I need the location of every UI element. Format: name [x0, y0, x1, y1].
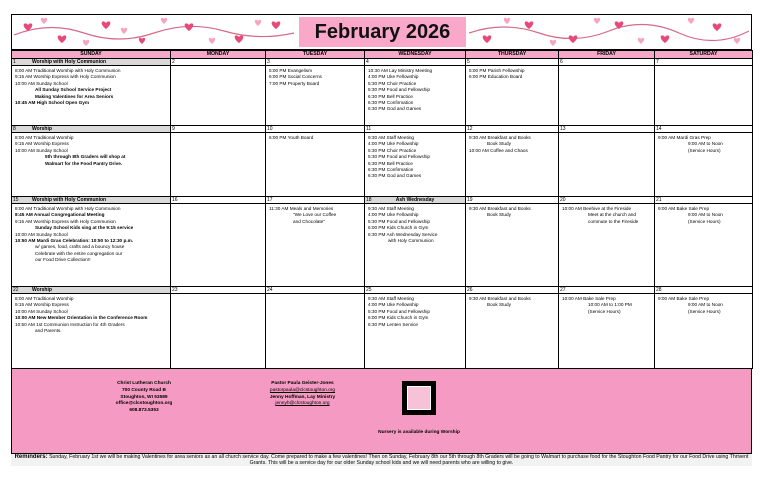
event-line: 4:00 PM Uke Fellowship [368, 302, 419, 308]
date-number: 16 [172, 197, 178, 203]
event-line: 6:00 PM Social Concerns [269, 74, 322, 80]
event-line: 6:00 PM Kids Church in Gym [368, 225, 429, 231]
day-cell[interactable] [171, 133, 266, 197]
day-cell[interactable] [266, 133, 365, 197]
date-number-cell [266, 126, 365, 133]
date-number-cell [365, 197, 466, 204]
date-number: 24 [267, 287, 273, 293]
hearts-decoration-icon [14, 15, 294, 49]
nursery-logo-inner [407, 386, 431, 410]
date-number-cell [466, 287, 559, 294]
date-number-cell [466, 59, 559, 66]
day-cell[interactable] [655, 294, 753, 369]
day-cell[interactable] [559, 133, 655, 197]
day-cell[interactable] [466, 204, 559, 287]
events-row [12, 133, 753, 197]
day-header: THURSDAY [466, 51, 559, 59]
lay-minister-email-link[interactable]: jennyh@clcstoughton.org [275, 401, 330, 407]
date-number: 28 [656, 287, 662, 293]
date-number-cell [365, 126, 466, 133]
date-number-cell [12, 197, 171, 204]
worship-banner: Worship [32, 287, 52, 293]
event-line: 6:00 PM Youth Board [269, 135, 314, 140]
date-number-cell [559, 126, 655, 133]
event-line: 10:00 AM Bake Sale Prep [562, 296, 616, 301]
events-row [12, 204, 753, 287]
day-header: TUESDAY [266, 51, 365, 59]
day-cell[interactable] [171, 204, 266, 287]
event-line: 10:00 AM New Member Orientation in the Conference Room [15, 315, 148, 321]
event-line: 5:30 PM Food and Fellowship [368, 87, 431, 93]
event-line: 10:50 AM 1st Communion Instruction for 4th Graders [15, 321, 125, 327]
date-number-cell [12, 287, 171, 294]
event-line: 6:00 PM Kids Church in Gym [368, 315, 429, 321]
event-line: (Service Hours) [688, 147, 721, 153]
event-line: 5:30 PM Food and Fellowship [368, 308, 431, 314]
date-number: 20 [560, 197, 566, 203]
event-line: 4:00 PM Uke Fellowship [368, 212, 419, 218]
day-cell[interactable] [559, 294, 655, 369]
day-cell[interactable] [365, 133, 466, 197]
event-line: Book Study [487, 302, 511, 308]
lay-minister-name: Jenny Hoffman, Lay Ministry [269, 394, 336, 400]
event-line: (Service Hours) [588, 308, 621, 314]
date-number-cell [171, 197, 266, 204]
reminders-label: Reminders: [14, 454, 48, 460]
church-phone: 608.873.5353 [129, 408, 159, 414]
event-line: 10:00 AM Sunday School [15, 147, 68, 153]
staff-info [230, 381, 375, 408]
event-line: 9:30 AM Breakfast and Books [469, 135, 531, 140]
day-header: WEDNESDAY [365, 51, 466, 59]
day-cell[interactable] [655, 204, 753, 287]
footer-contact [11, 368, 752, 454]
date-number: 25 [366, 287, 372, 293]
event-line: 9:30 AM Breakfast and Books [469, 206, 531, 211]
event-line: 6:30 PM Bell Practice [368, 93, 413, 99]
date-number-cell [655, 59, 753, 66]
event-line: Book Study [487, 141, 511, 147]
date-number-cell [266, 287, 365, 294]
event-line: 10:50 AM Mardi Gras Celebration: 10:50 to 12:30 p.m. [15, 238, 134, 244]
event-line: w/ games, food, crafts and a bouncy house [35, 244, 125, 250]
event-line: 9:30 AM Staff Meeting [368, 206, 415, 211]
date-number-row [12, 197, 753, 204]
date-number-cell [171, 59, 266, 66]
day-cell[interactable] [266, 294, 365, 369]
day-header: SATURDAY [655, 51, 753, 59]
date-number-cell [12, 59, 171, 66]
events-row [12, 294, 753, 369]
event-line: 9:00 AM to Noon [688, 302, 723, 308]
date-number-cell [655, 126, 753, 133]
date-number: 26 [467, 287, 473, 293]
event-line: Celebrate with the entire congregation our [35, 250, 123, 256]
worship-banner: Worship [32, 126, 52, 132]
date-number: 2 [172, 59, 175, 65]
date-number: 17 [267, 197, 273, 203]
date-number-cell [655, 287, 753, 294]
date-number: 21 [656, 197, 662, 203]
day-cell[interactable] [365, 66, 466, 126]
event-line: Book Study [487, 212, 511, 218]
pastor-name: Pastor Paula Geister-Jones [271, 381, 334, 386]
date-number: 19 [467, 197, 473, 203]
date-number: 5 [467, 59, 470, 65]
day-cell[interactable] [171, 66, 266, 126]
church-email[interactable]: office@clcstoughton.org [115, 401, 173, 407]
event-line: Walmart for the Food Pantry Drive. [45, 160, 123, 166]
event-line: 11:30 AM Meals and Memories [269, 206, 334, 211]
day-cell[interactable] [559, 204, 655, 287]
event-line: 5:00 PM Evangelism [269, 68, 312, 73]
day-cell[interactable] [466, 66, 559, 126]
event-line: with Holy Communion [388, 238, 434, 244]
event-line: our Food Drive Collection!! [35, 257, 91, 263]
church-address-line2: Stoughton, WI 53589 [120, 394, 168, 400]
event-line: 6:30 PM Ash Wednesday Service [368, 231, 438, 237]
day-header-row [12, 51, 753, 59]
event-line: Meet at the church and [588, 212, 636, 218]
church-info [74, 381, 214, 415]
calendar-header [11, 14, 752, 50]
event-line: and Chocolate" [293, 218, 325, 224]
day-cell[interactable] [266, 204, 365, 287]
event-line: 9:15 AM Worship Express with Holy Communion [15, 218, 116, 224]
event-line: 10:00 AM Sunday School [15, 308, 68, 314]
date-number: 22 [13, 287, 19, 293]
day-cell[interactable] [12, 66, 171, 126]
date-number: 9 [172, 126, 175, 132]
day-header: MONDAY [171, 51, 266, 59]
day-cell[interactable] [365, 294, 466, 369]
date-number: 7 [656, 59, 659, 65]
day-cell[interactable] [171, 294, 266, 369]
event-line: 10:00 AM to 1:00 PM [588, 302, 632, 308]
church-name: Christ Lutheran Church [117, 381, 171, 386]
event-line: 8:00 AM Traditional Worship with Holy Communion [15, 68, 121, 73]
date-number-cell [655, 197, 753, 204]
event-line: 9:30 AM Staff Meeting [368, 135, 415, 140]
day-cell[interactable] [466, 294, 559, 369]
event-line: 10:00 AM Sunday School [15, 80, 68, 86]
event-line: 5:30 PM Choir Practice [368, 147, 417, 153]
event-line: 9:00 AM Bake Sale Prep [658, 296, 710, 301]
event-line: 10:30 AM Lay Ministry Meeting [368, 68, 433, 73]
event-line: 6:30 PM God and Games [368, 106, 422, 112]
nursery-note: Nursery is available during Worship [378, 430, 460, 435]
event-line: commute to the Fireside [588, 218, 639, 224]
nursery-logo-icon [402, 381, 436, 415]
date-number: 6 [560, 59, 563, 65]
event-line: 9:00 AM to Noon [688, 212, 723, 218]
event-line: 9:00 AM Bake Sale Prep [658, 206, 710, 211]
event-line: 9:15 AM Worship Express [15, 302, 69, 308]
date-number: 1 [13, 59, 16, 65]
date-number: 14 [656, 126, 662, 132]
event-line: 9:15 AM Worship Express [15, 141, 69, 147]
event-line: (Service Hours) [688, 218, 721, 224]
event-line: 6:30 PM Confirmation [368, 100, 414, 106]
date-number-row [12, 287, 753, 294]
day-cell[interactable] [559, 66, 655, 126]
calendar-page [11, 14, 752, 466]
event-line: 9:30 AM Staff Meeting [368, 296, 415, 301]
date-number-cell [466, 197, 559, 204]
date-number: 12 [467, 126, 473, 132]
event-line: and Parents. [35, 328, 62, 334]
events-row [12, 66, 753, 126]
event-line: 6:30 PM Bell Practice [368, 160, 413, 166]
date-number-cell [559, 197, 655, 204]
day-cell[interactable] [12, 204, 171, 287]
date-number: 23 [172, 287, 178, 293]
event-line: 9:15 AM Worship Express with Holy Communion [15, 74, 116, 80]
day-cell[interactable] [266, 66, 365, 126]
event-line: 5th through 8th Graders will shop at [45, 154, 126, 160]
event-line: (Service Hours) [688, 308, 721, 314]
event-line: 8:00 AM Traditional Worship [15, 296, 74, 301]
date-number-cell [365, 287, 466, 294]
event-line: 9:00 AM Mardi Gras Prep [658, 135, 711, 140]
event-line: 8:00 AM Traditional Worship [15, 135, 74, 140]
date-number-cell [466, 126, 559, 133]
date-number: 13 [560, 126, 566, 132]
event-line: 6:30 PM Confirmation [368, 167, 414, 173]
event-line: 8:00 AM Traditional Worship with Holy Communion [15, 206, 121, 211]
day-cell[interactable] [655, 133, 753, 197]
hearts-decoration-icon [469, 15, 749, 49]
event-line: 6:30 PM Lenten Service [368, 321, 419, 327]
event-line: 5:30 PM Food and Fellowship [368, 218, 431, 224]
event-line: 9:00 AM to Noon [688, 141, 723, 147]
date-number-cell [12, 126, 171, 133]
pastor-email-link[interactable]: pastorpaula@clcstoughton.org [269, 387, 336, 393]
title-box [299, 17, 466, 47]
day-header: SUNDAY [12, 51, 171, 59]
calendar-grid [11, 50, 753, 369]
day-cell[interactable] [12, 133, 171, 197]
date-number-cell [559, 287, 655, 294]
date-number: 27 [560, 287, 566, 293]
date-number-cell [171, 287, 266, 294]
day-cell[interactable] [12, 294, 171, 369]
date-number: 8 [13, 126, 16, 132]
date-number: 18 [366, 197, 372, 203]
page-title: February 2026 [314, 21, 451, 43]
reminders-bar [11, 454, 752, 466]
event-line: 10:45 AM High School Open Gym [15, 100, 90, 106]
day-cell[interactable] [365, 204, 466, 287]
event-line: 10:00 AM Coffee and Chaos [469, 147, 528, 153]
date-number: 10 [267, 126, 273, 132]
event-line: 4:00 PM Uke Fellowship [368, 141, 419, 147]
event-line: "We Love our Coffee [293, 212, 337, 218]
date-number: 15 [13, 197, 19, 203]
event-line: 5:00 PM Parish Fellowship [469, 68, 525, 73]
event-line: 8:45 AM Annual Congregational Meeting [15, 212, 105, 218]
date-number-row [12, 59, 753, 66]
event-line: 5:30 PM Food and Fellowship [368, 154, 431, 160]
date-number: 4 [366, 59, 369, 65]
date-number-cell [266, 197, 365, 204]
date-number-row [12, 126, 753, 133]
event-line: 10:00 AM Beehive at the Fireside [562, 206, 632, 211]
event-line: Making Valentines for Area Seniors [35, 93, 114, 99]
event-line: 7:00 PM Property Board [269, 80, 320, 86]
event-line: Sunday School Kids sing at the 9:15 service [35, 225, 134, 231]
reminders-text: Sunday, February 1st we will be making Valentines for area seniors as an all church service day. Come prepared to make a few valentines! Then on Sunday, February 8th our 5th through 8th Graders will be going to Walmart to purchase food for the Stoughton Food Pantry for our Food Drive using Thrivent Grants. This will be a service day for our older Sunday school kids and we will need parents who are willing to give. [49, 454, 749, 466]
event-line: 6:00 PM Education Board [469, 74, 523, 80]
date-number-cell [365, 59, 466, 66]
worship-banner: Worship with Holy Communion [32, 59, 107, 65]
worship-banner: Worship with Holy Communion [32, 197, 107, 203]
day-cell[interactable] [655, 66, 753, 126]
day-cell[interactable] [466, 133, 559, 197]
ash-wednesday-banner: Ash Wednesday [395, 197, 435, 203]
date-number-cell [171, 126, 266, 133]
date-number: 11 [366, 126, 372, 132]
event-line: 5:30 PM Choir Practice [368, 80, 417, 86]
event-line: 6:30 PM God and Games [368, 173, 422, 179]
church-address-line1: 700 County Road B [122, 387, 166, 393]
date-number-cell [559, 59, 655, 66]
day-header: FRIDAY [559, 51, 655, 59]
event-line: 9:30 AM Breakfast and Books [469, 296, 531, 301]
event-line: All Sunday School Service Project [35, 87, 112, 93]
date-number: 3 [267, 59, 270, 65]
date-number-cell [266, 59, 365, 66]
event-line: 4:00 PM Uke Fellowship [368, 74, 419, 80]
event-line: 10:00 AM Sunday School [15, 231, 68, 237]
